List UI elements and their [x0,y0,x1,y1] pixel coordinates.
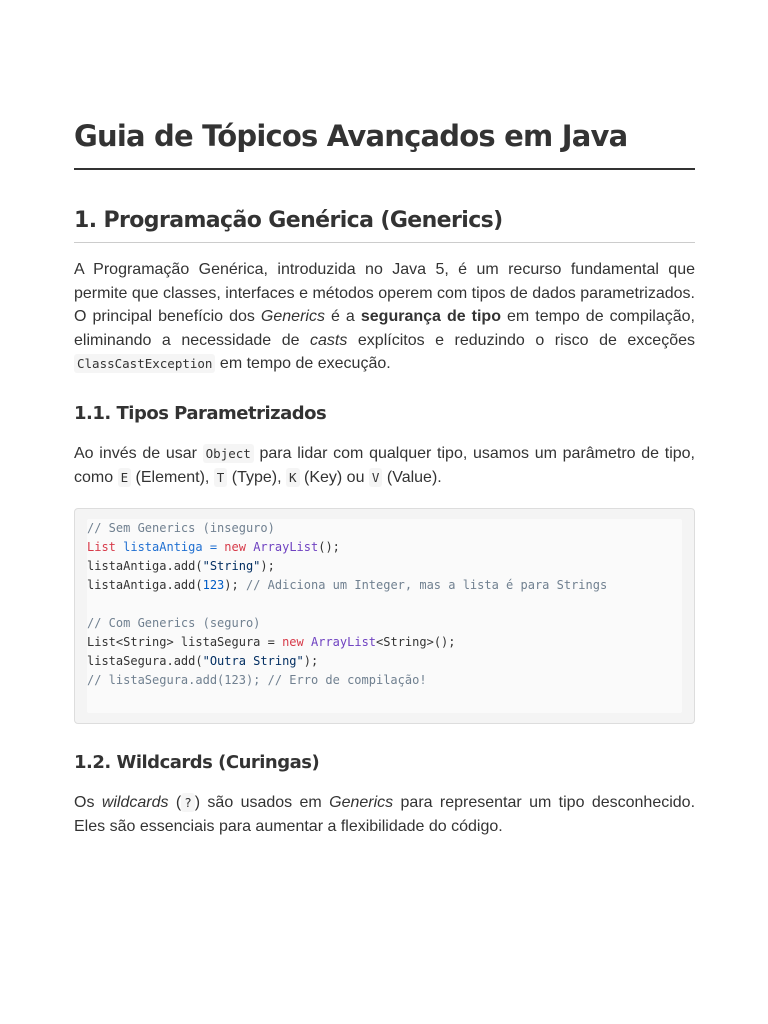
section-divider [74,242,695,243]
section-heading-generics: 1. Programação Genérica (Generics) [74,208,503,233]
code-token-text: listaAntiga.add( [87,578,203,592]
inline-code-e: E [118,468,132,487]
text-run: ( [168,794,182,811]
code-line-5-empty [87,595,607,614]
paragraph-parametrized-types [74,442,695,489]
code-token-variable: listaAntiga [115,540,203,554]
subsection-heading-wildcards: 1.2. Wildcards (Curingas) [74,752,320,773]
page-title: Guia de Tópicos Avançados em Java [74,119,628,153]
code-token-text: listaSegura.add( [87,654,203,668]
emphasis-wildcards: wildcards [101,794,169,811]
emphasis-generics: Generics [260,308,325,326]
code-token-operator: = [202,540,218,554]
inline-code-v: V [369,468,383,487]
emphasis-casts: casts [310,331,348,349]
code-line-1: // Sem Generics (inseguro) [87,521,275,535]
text-run: é a [324,308,361,326]
code-token-space [304,635,311,649]
code-token-text: ); [260,559,275,573]
text-run: Ao invés de usar [74,445,203,462]
text-run: (Key) ou [299,468,369,486]
paragraph-generics-intro [74,258,695,376]
text-run: Os [74,794,102,811]
code-token-string: "String" [202,559,261,573]
emphasis-generics: Generics [329,794,394,811]
text-run: para representar um tipo desconhecido. Eles são essenciais para aumentar a flexibilidade do código. [74,794,696,835]
inline-code-question-mark: ? [181,793,195,812]
text-run: (Value). [382,468,442,486]
code-token-text: List<String> listaSegura = [87,635,283,649]
code-token-text: listaAntiga.add( [87,559,203,573]
code-token-keyword: new [282,635,304,649]
code-token-number: 123 [202,578,225,592]
code-line-6: // Com Generics (seguro) [87,616,261,630]
code-line-3 [87,557,607,576]
strong-type-safety: segurança de tipo [360,308,501,326]
code-token-string: "Outra String" [202,654,304,668]
title-divider [74,168,695,170]
code-line-8 [87,652,607,671]
paragraph-wildcards [74,791,695,838]
text-run: ) são usados em [194,794,330,811]
text-run: A Programação Genérica, introduzida no Java 5, é um recurso fundamental que permite que classes, interfaces e métodos operem com tipos de dados parametrizados. O principal benefício dos [74,261,695,326]
code-line-4 [87,576,607,595]
code-listing [87,519,607,690]
code-token-keyword: new [217,540,246,554]
code-line-7 [87,633,607,652]
subsection-heading-parametrized-types: 1.1. Tipos Parametrizados [74,403,327,424]
inline-code-object: Object [203,444,254,463]
code-line-2 [87,538,607,557]
code-token-comment: // Adiciona um Integer, mas a lista é para Strings [245,578,608,592]
inline-code-k: K [286,468,300,487]
text-run: (Type), [227,468,287,486]
text-run: (Element), [131,468,214,486]
code-block [74,508,695,724]
code-token-class: ArrayList [245,540,319,554]
code-token-class: ArrayList [311,635,377,649]
code-token-text: ); [224,578,246,592]
inline-code-t: T [214,468,228,487]
code-token-text: ); [303,654,319,668]
code-token-text: <String>(); [376,635,456,649]
text-run: para lidar com qualquer tipo, usamos um parâmetro de tipo, como [74,445,695,486]
text-run: em tempo de compilação, eliminando a necessidade de [74,308,696,349]
text-run: em tempo de execução. [215,355,391,373]
code-token-keyword: List [87,540,116,554]
code-token-punct: (); [318,540,340,554]
code-line-9: // listaSegura.add(123); // Erro de compilação! [87,673,427,687]
inline-code-classcastexception: ClassCastException [74,354,215,373]
text-run: explícitos e reduzindo o risco de exceções [347,331,695,349]
